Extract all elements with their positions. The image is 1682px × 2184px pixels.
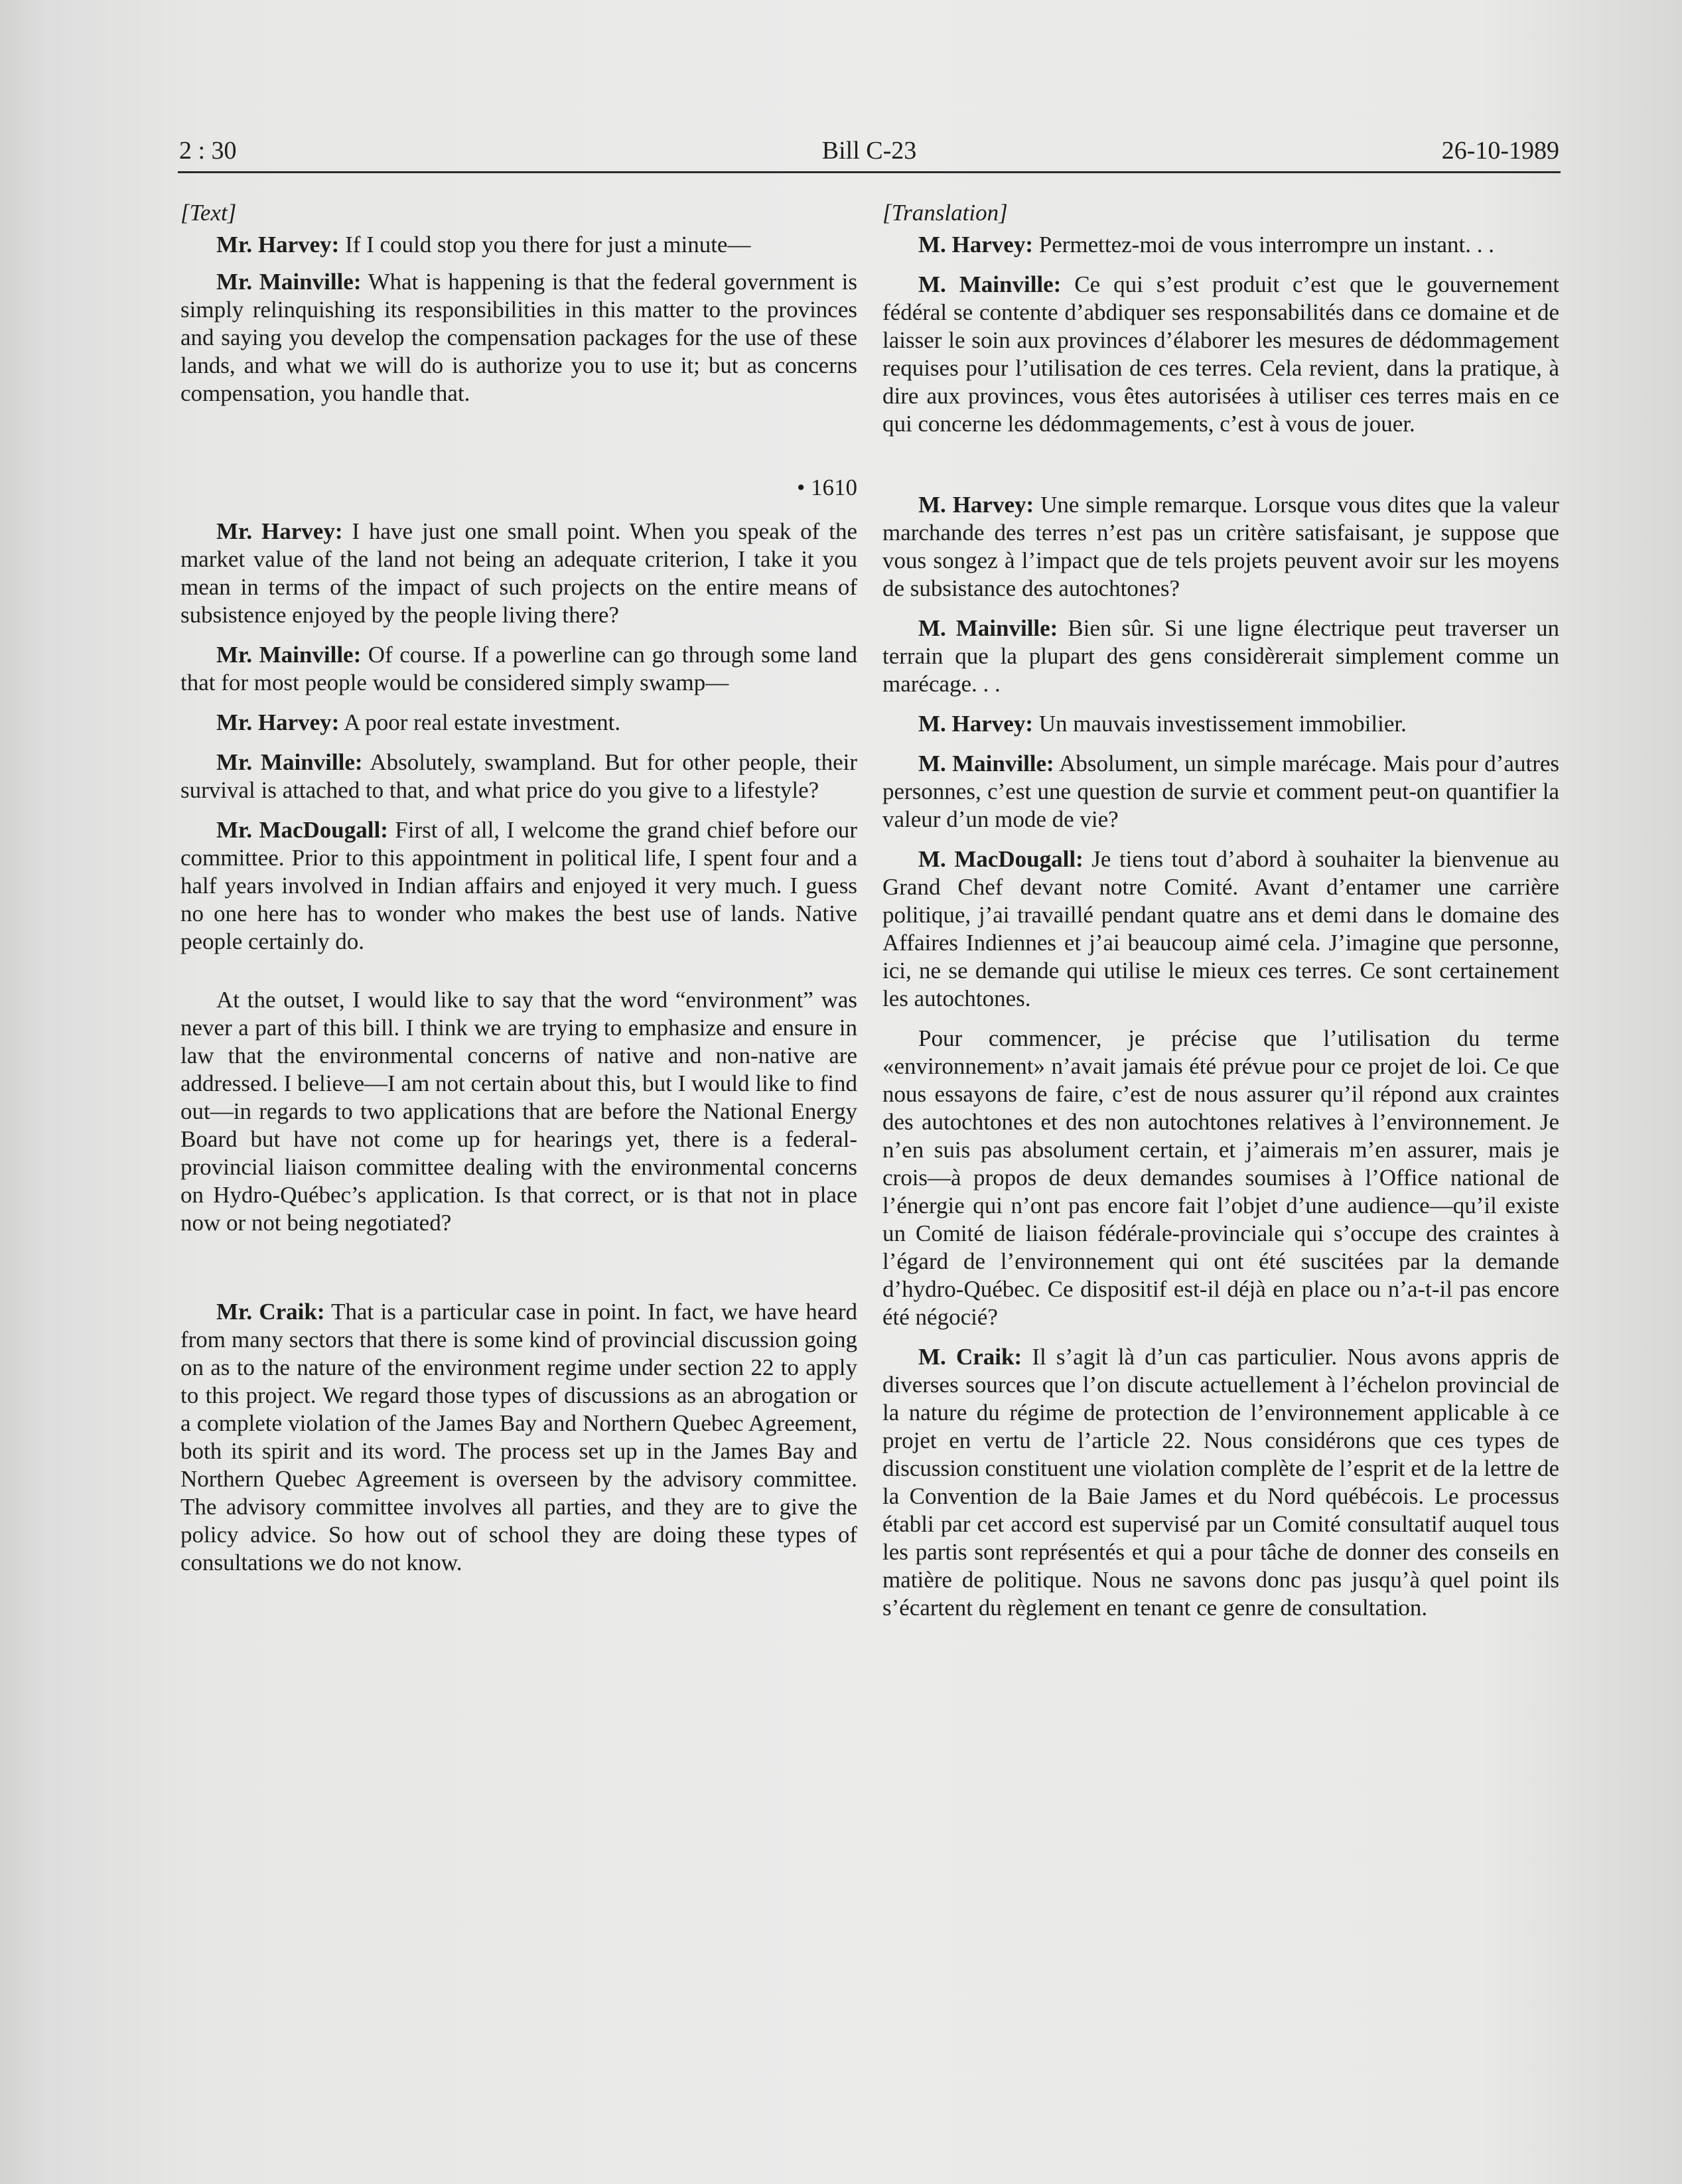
paragraph [180,749,857,804]
speaker-name: M. Craik: [918,1344,1022,1370]
speaker-name: M. Harvey: [918,232,1033,257]
english-column [180,199,857,1589]
speaker-name: Mr. Craik: [216,1299,325,1325]
speech-text: Ce qui s’est produit c’est que le gouvernement fédéral se contente d’abdiquer ses responsabilités dans ce domaine et de laisser le soin aux provinces d’élaborer les mesures de dédommagement requises pour l’utilisation de ces terres. Cela revient, dans la pratique, à dire aux provinces, vous êtes autorisées à utiliser ces terres mais en ce qui concerne les dédommagements, c’est à vous de jouer. [882,271,1559,437]
speaker-name: Mr. Mainville: [216,642,362,668]
paragraph [882,615,1559,698]
paragraph [882,1025,1559,1331]
speaker-name: M. Harvey: [918,492,1034,518]
header-date: 26-10-1989 [1441,137,1559,165]
speech-text: I have just one small point. When you speak of the market value of the land not being an adequate criterion, I take it you mean in terms of the impact of such projects on the entire means of subsistence enjoyed by the people living there? [180,518,857,628]
speaker-name: Mr. Mainville: [216,269,362,295]
paragraph [882,491,1559,603]
text-tag: [Text] [180,200,237,226]
speech-text: What is happening is that the federal government is simply relinquishing its responsibilities in this matter to the provinces and saying you develop the compensation packages for the use of these lands, and what we will do is authorize you to use it; but as concerns compensation, you handle that. [180,269,857,406]
speaker-name: Mr. Mainville: [216,749,363,775]
speaker-name: M. Mainville: [918,615,1058,641]
speech-text: Une simple remarque. Lorsque vous dites que la valeur marchande des terres n’est pas un critère satisfaisant, je suppose que vous songez à l’impact que de tels projets peuvent avoir sur les moyens de subsistance des autochtones? [882,492,1560,601]
speech-text: A poor real estate investment. [339,709,621,735]
speaker-name: Mr. Harvey: [216,232,340,257]
speech-text: Absolutely, swampland. But for other people, their survival is attached to that, and what price do you give to a lifestyle? [180,749,857,803]
speaker-name: Mr. Harvey: [216,518,343,544]
french-column [882,199,1559,1634]
bill-title: Bill C-23 [821,137,917,165]
speaker-name: Mr. Harvey: [216,709,340,735]
header-rule [178,171,1561,173]
speaker-name: M. Mainville: [918,271,1062,297]
speech-text: Absolument, un simple marécage. Mais pour d’autres personnes, c’est une question de survie et comment peut-on quantifier la valeur d’un mode de vie? [882,751,1560,832]
page-header [179,136,1559,175]
paragraph [180,641,857,697]
paragraph [180,231,857,259]
paragraph [180,518,857,629]
speech-text: Pour commencer, je précise que l’utilisation du terme «environnement» n’avait jamais été prévue pour ce projet de loi. Ce que nous essayons de faire, c’est de nous assurer qu’il répond aux craintes des autochtones et des non autochtones relatives à l’environnement. Je n’en suis pas absolument certain, et j’aimerais m’en assurer, mais je crois—à propos de deux demandes soumises à l’Office national de l’énergie qui n’ont pas encore fait l’objet d’une audience—qu’il existe un Comité de liaison fédérale-provinciale qui s’occupe des craintes à l’égard de l’environnement qui ont été suscitées par la demande d’hydro-Québec. Ce dispositif est-il déjà en place ou n’a-t-il pas encore été négocié? [882,1025,1559,1330]
speech-text: Je tiens tout d’abord à souhaiter la bienvenue au Grand Chef devant notre Comité. Avant d’entamer une carrière politique, j’ai travaillé pendant quatre ans et demi dans le domaine des Affaires Indiennes et j’ai beaucoup aimé cela. J’imagine que personne, ici, ne se demande qui utilise le mieux ces terres. Ce sont certainement les autochtones. [882,846,1559,1011]
paragraph [882,750,1559,834]
translation-tag: [Translation] [882,200,1008,226]
page-number: 2 : 30 [179,137,237,165]
speaker-name: M. MacDougall: [918,846,1084,872]
paragraph [180,709,857,737]
speech-text: Un mauvais investissement immobilier. [1032,711,1407,737]
speech-text: At the outset, I would like to say that the word “environment” was never a part of this bill. I think we are trying to emphasize and ensure in law that the environmental concerns of native and non-native are addressed. I believe—I am not certain about this, but I would like to find out—in regards to two applications that are before the National Energy Board but have not come up for hearings yet, there is a federal-provincial liaison committee dealing with the environmental concerns on Hydro-Québec’s application. Is that correct, or is that not in place now or not being negotiated? [180,987,857,1236]
paragraph [180,816,857,956]
speech-text: Permettez-moi de vous interrompre un instant. . . [1032,232,1494,257]
paragraph [180,268,857,407]
speaker-name: Mr. MacDougall: [216,817,388,843]
time-marker: • 1610 [796,474,857,500]
paragraph [180,986,857,1237]
speech-text: Il s’agit là d’un cas particulier. Nous avons appris de diverses sources que l’on discute actuellement à l’échelon provincial de la nature du régime de protection de l’environnement applicable à ce projet en vertu de l’article 22. Nous considérons que ces types de discussion constituent une violation complète de l’esprit et de la lettre de la Convention de la Baie James et du Nord québécois. Le processus établi par cet accord est supervisé par un Comité consultatif auquel tous les partis sont représentés et qui a pour tâche de donner des conseils en matière de politique. Nous ne savons donc pas jusqu’à quel point ils s’écartent du règlement en tenant ce genre de consultation. [882,1344,1559,1621]
speech-text: That is a particular case in point. In fact, we have heard from many sectors that there is some kind of provincial discussion going on as to the nature of the environment regime under section 22 to apply to this project. We regard those types of discussions as an abrogation or a complete violation of the James Bay and Northern Quebec Agreement, both its spirit and its word. The process set up in the James Bay and Northern Quebec Agreement is overseen by the advisory committee. The advisory committee involves all parties, and they are to give the policy advice. So how out of school they are doing these types of consultations we do not know. [180,1299,858,1575]
paragraph [882,1343,1559,1622]
paragraph [180,1298,857,1577]
paragraph [882,710,1559,738]
speaker-name: M. Harvey: [918,711,1033,737]
paragraph [882,231,1559,259]
paragraph [882,845,1559,1013]
speech-text: If I could stop you there for just a minute— [339,232,751,257]
paragraph [882,271,1559,438]
speech-text: Of course. If a powerline can go through some land that for most people would be considered simply swamp— [180,642,857,695]
speech-text: First of all, I welcome the grand chief before our committee. Prior to this appointment in political life, I spent four and a half years involved in Indian affairs and enjoyed it very much. I guess no one here has to wonder who makes the best use of lands. Native people certainly do. [180,817,857,954]
speaker-name: M. Mainville: [918,751,1054,776]
speech-text: Bien sûr. Si une ligne électrique peut traverser un terrain que la plupart des gens considèrerait simplement comme un marécage. . . [882,615,1560,697]
